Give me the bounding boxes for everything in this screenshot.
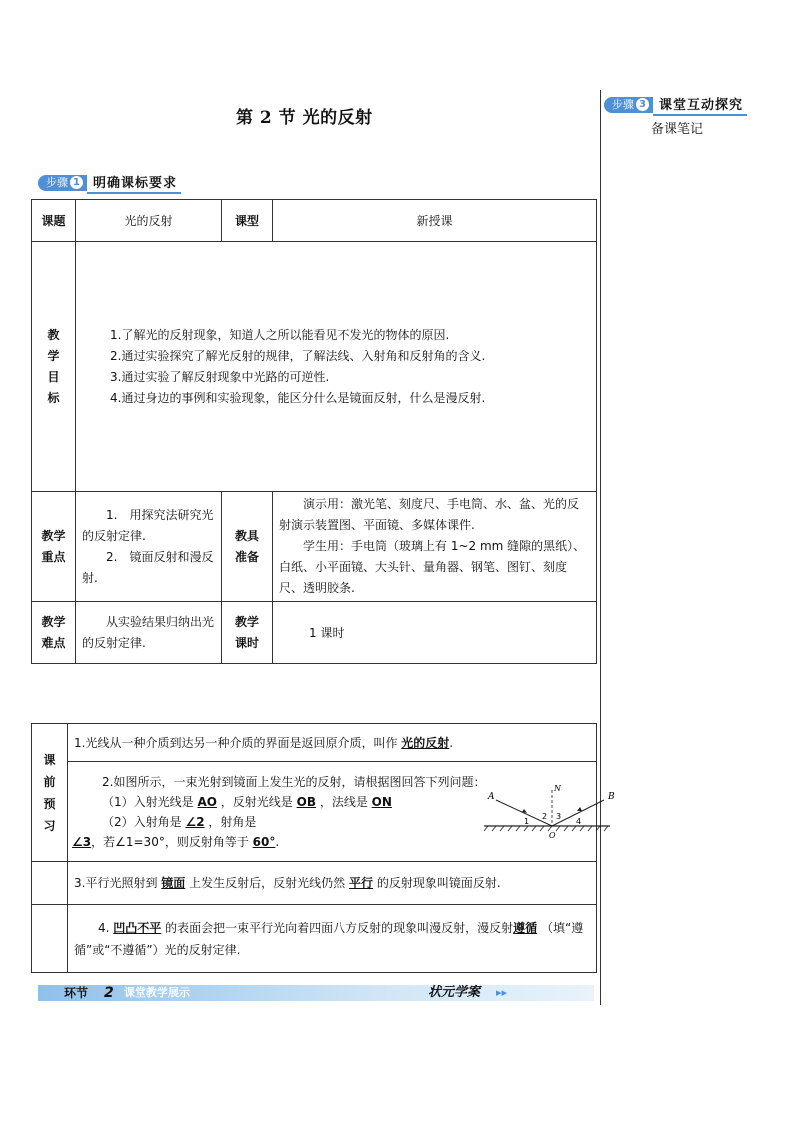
key-points xyxy=(76,492,222,602)
key-item: 1. 用探究法研究光的反射定律. xyxy=(82,507,214,543)
goal-item: 2.通过实验探究了解光反射的规律，了解法线、入射角和反射角的含义. xyxy=(110,348,486,363)
step1-label: 明确课标要求 xyxy=(87,172,181,194)
tools-header: 教具准备 xyxy=(222,492,273,602)
key-header: 教学重点 xyxy=(32,492,76,602)
step3-label: 课堂互动探究 xyxy=(653,94,747,116)
goal-item: 3.通过实验了解反射现象中光路的可逆性. xyxy=(110,369,330,384)
q1: 1.光线从一种介质到达另一种介质的界面是返回原介质，叫作 光的反射. xyxy=(68,724,597,762)
q3-answer2: 平行 xyxy=(348,876,373,890)
section-banner xyxy=(38,985,594,1001)
hours-header: 教学课时 xyxy=(222,602,273,664)
goal-item: 1.了解光的反射现象，知道人之所以能看见不发光的物体的原因. xyxy=(110,327,450,342)
empty-cell xyxy=(32,862,68,905)
key-item: 2. 镜面反射和漫反射. xyxy=(82,549,214,585)
difficulty-header: 教学难点 xyxy=(32,602,76,664)
goals-list xyxy=(76,242,597,492)
q4: 4. 凹凸不平 的表面会把一束平行光向着四面八方反射的现象叫漫反射，漫反射遵循 （填“遵循”或“不遵循”）光的反射定律. xyxy=(68,905,597,973)
q2-intro: 2.如图所示，一束光射到镜面上发生光的反射，请根据图回答下列问题： xyxy=(102,774,486,789)
label-b: B xyxy=(608,792,615,802)
q4-answer1: 凹凸不平 xyxy=(113,920,162,935)
step3-pill: 步骤 3 xyxy=(604,97,653,113)
page-title: 第 2 节 光的反射 xyxy=(236,108,373,128)
topic-value: 光的反射 xyxy=(76,200,222,242)
step1-header xyxy=(38,174,181,191)
banner-number: 2 xyxy=(104,985,114,1001)
prep-notes-label: 备课笔记 xyxy=(651,122,704,137)
banner-text: 课堂教学展示 xyxy=(124,986,190,999)
q3: 3.平行光照射到 镜面 上发生反射后，反射光线仍然 平行 的反射现象叫镜面反射. xyxy=(68,862,597,905)
tools-demo: 演示用：激光笔、刻度尺、手电筒、水、盆、光的反射演示装置图、平面镜、多媒体课件. xyxy=(279,497,580,532)
reflection-diagram xyxy=(484,780,622,844)
angle-4: 4 xyxy=(576,817,582,826)
column-divider xyxy=(600,90,601,1005)
hours-value: 1 课时 xyxy=(273,602,597,664)
reflected-arrow xyxy=(577,807,582,811)
goal-item: 4.通过身边的事例和实验现象，能区分什么是镜面反射，什么是漫反射. xyxy=(110,390,486,405)
q2 xyxy=(68,762,615,862)
empty-cell xyxy=(32,905,68,973)
preview-table xyxy=(31,723,615,973)
step3-header xyxy=(604,96,747,113)
banner-arrows: ▸▸ xyxy=(496,986,508,999)
goals-header: 教学目标 xyxy=(32,242,76,492)
q2-line1: （1）入射光线是 AO ，反射光线是 OB ，法线是 ON xyxy=(102,794,392,809)
q2-line3: ∠3，若∠1=30°，则反射角等于 60°. xyxy=(72,834,280,849)
course-table xyxy=(31,199,597,664)
q1-answer: 光的反射 xyxy=(401,735,450,750)
topic-header: 课题 xyxy=(32,200,76,242)
mirror-hatching xyxy=(484,826,608,831)
q3-answer1: 镜面 xyxy=(161,876,186,890)
q4-answer2: 遵循 xyxy=(513,920,538,935)
label-o: O xyxy=(549,831,556,840)
label-n: N xyxy=(554,784,561,793)
angle-3: 3 xyxy=(556,812,562,821)
angle-2: 2 xyxy=(542,812,548,821)
brand-logo: 状元学案 xyxy=(428,985,481,1000)
q2-line2: （2）入射角是 ∠2 ，射角是 xyxy=(102,814,257,829)
angle-1: 1 xyxy=(524,817,530,826)
step1-pill: 步骤 1 xyxy=(38,175,87,191)
tools-list xyxy=(273,492,597,602)
type-value: 新授课 xyxy=(273,200,597,242)
tools-student: 学生用：手电筒（玻璃上有 1~2 mm 缝隙的黑纸）、白纸、小平面镜、大头针、量角器、钢笔、图钉、刻度尺、透明胶条. xyxy=(279,539,586,595)
type-header: 课型 xyxy=(222,200,273,242)
difficulty-value: 从实验结果归纳出光的反射定律. xyxy=(76,602,222,664)
preview-header: 课前预习 xyxy=(32,724,68,862)
banner-label: 环节 xyxy=(64,986,89,1000)
label-a: A xyxy=(488,792,495,802)
